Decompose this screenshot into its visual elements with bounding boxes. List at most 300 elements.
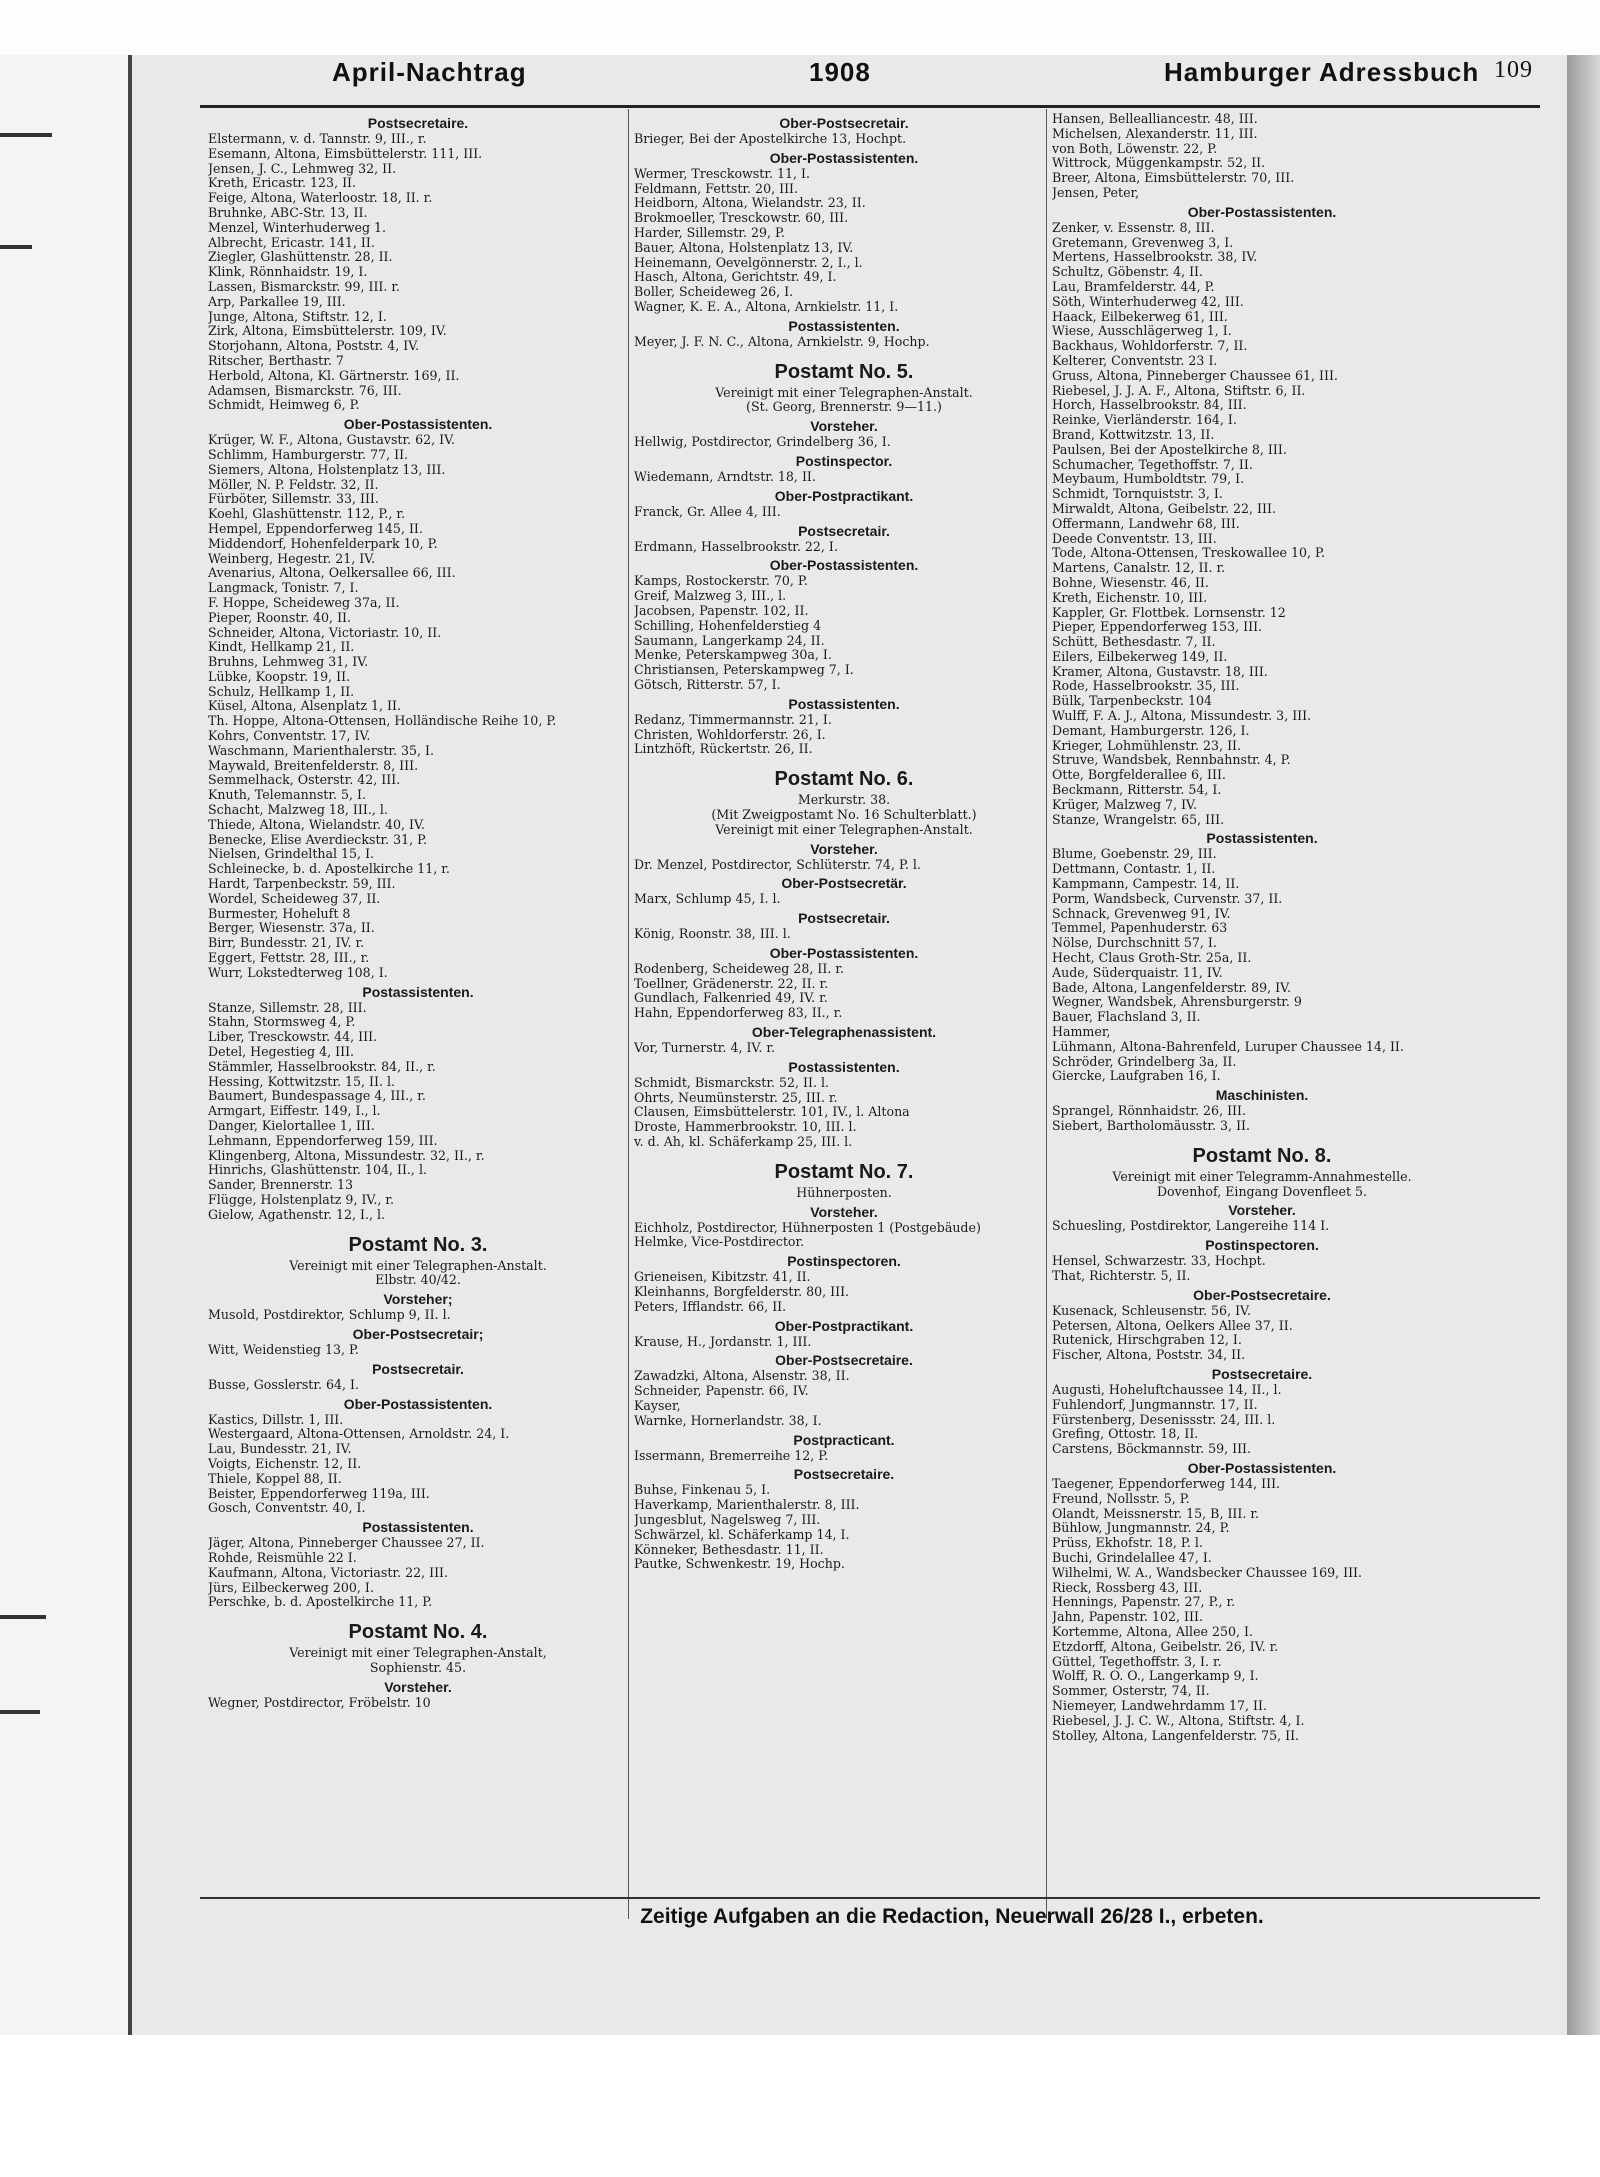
- entry-line: Jensen, Peter,: [1052, 185, 1140, 200]
- footer-rule: [200, 1897, 1540, 1899]
- entry-line: Pieper, Eppendorferweg 153, III.: [1052, 620, 1263, 635]
- entry-line: Marx, Schlump 45, I. l.: [634, 892, 781, 907]
- entry-line: Birr, Bundesstr. 21, IV. r.: [208, 936, 365, 951]
- postamt-heading: Postamt No. 3.: [348, 1233, 488, 1256]
- entry-line: Thiede, Altona, Wielandstr. 40, IV.: [208, 817, 425, 832]
- entry-line: Redanz, Timmermannstr. 21, I.: [634, 712, 832, 727]
- entry-line: Brokmoeller, Tresckowstr. 60, III.: [634, 211, 849, 226]
- entry-line: Grefing, Ottostr. 18, II.: [1052, 1427, 1199, 1442]
- section-heading: Vorsteher.: [810, 1203, 878, 1220]
- postamt-note: Hühnerposten.: [796, 1184, 892, 1200]
- entry-line: Thiele, Koppel 88, II.: [208, 1471, 342, 1486]
- section-heading: Ober-Postassistenten.: [769, 149, 919, 166]
- entry-line: Hennings, Papenstr. 27, P., r.: [1052, 1595, 1236, 1610]
- entry-line: Stolley, Altona, Langenfelderstr. 75, II.: [1052, 1728, 1300, 1743]
- entry-line: Schwärzel, kl. Schäferkamp 14, I.: [634, 1527, 850, 1542]
- entry-line: Giercke, Laufgraben 16, I.: [1052, 1069, 1221, 1084]
- entry-line: Hempel, Eppendorferweg 145, II.: [208, 521, 423, 536]
- entry-line: Ziegler, Glashüttenstr. 28, II.: [208, 250, 393, 265]
- entry-line: Eggert, Fettstr. 28, III., r.: [208, 951, 370, 966]
- entry-line: Rohde, Reismühle 22 I.: [208, 1550, 357, 1565]
- postamt-heading: Postamt No. 4.: [348, 1621, 488, 1644]
- entry-line: Siebert, Bartholomäusstr. 3, II.: [1052, 1119, 1251, 1133]
- entry-line: Danger, Kielortallee 1, III.: [208, 1119, 375, 1133]
- entry-line: Hensel, Schwarzestr. 33, Hochpt.: [1052, 1254, 1266, 1269]
- entry-line: Erdmann, Hasselbrookstr. 22, I.: [634, 539, 838, 554]
- entry-line: Fürstenberg, Desenissstr. 24, III. l.: [1052, 1412, 1276, 1427]
- postamt-note: (St. Georg, Brennerstr. 9—11.): [746, 399, 942, 415]
- entry-line: Herbold, Altona, Kl. Gärtnerstr. 169, II.: [208, 368, 460, 383]
- postamt-note: Vereinigt mit einer Telegramm-Annahmestelle.: [1112, 1168, 1412, 1184]
- entry-line: Schmidt, Tornquiststr. 3, I.: [1052, 487, 1223, 502]
- entry-line: Haverkamp, Marienthalerstr. 8, III.: [634, 1498, 860, 1513]
- entry-line: Rodenberg, Scheideweg 28, II. r.: [634, 961, 845, 976]
- entry-line: Pieper, Roonstr. 40, II.: [208, 610, 352, 625]
- section-heading: Ober-Postassistenten.: [343, 1395, 493, 1412]
- entry-line: Eichholz, Postdirector, Hühnerposten 1 (Postgebäude): [634, 1220, 981, 1235]
- postamt-note: Vereinigt mit einer Telegraphen-Anstalt.: [289, 1257, 547, 1273]
- entry-line: König, Roonstr. 38, III. l.: [634, 927, 791, 942]
- entry-line: Wittrock, Müggenkampstr. 52, II.: [1052, 156, 1266, 171]
- entry-line: Martens, Canalstr. 12, II. r.: [1052, 561, 1226, 576]
- section-heading: Vorsteher.: [810, 418, 878, 435]
- footer-notice: Zeitige Aufgaben an die Redaction, Neuerwall 26/28 I., erbeten.: [640, 1905, 1264, 1928]
- entry-line: Wolff, R. O. O., Langerkamp 9, I.: [1052, 1669, 1259, 1684]
- postamt-heading: Postamt No. 6.: [774, 768, 914, 791]
- left-page-margin: [0, 55, 128, 2035]
- entry-line: Hardt, Tarpenbeckstr. 59, III.: [208, 877, 396, 892]
- margin-mark: [0, 133, 52, 137]
- entry-line: von Both, Löwenstr. 22, P.: [1052, 141, 1218, 156]
- entry-line: Dettmann, Contastr. 1, II.: [1052, 862, 1216, 877]
- section-heading: Postpracticant.: [793, 1431, 895, 1448]
- section-heading: Ober-Postsecretaire.: [775, 1352, 913, 1369]
- entry-line: Menzel, Winterhuderweg 1.: [208, 220, 387, 235]
- column-1: [208, 112, 628, 1711]
- entry-line: Schneider, Papenstr. 66, IV.: [634, 1384, 809, 1399]
- entry-line: Schütt, Bethesdastr. 7, II.: [1052, 635, 1216, 650]
- entry-line: Adamsen, Bismarckstr. 76, III.: [208, 383, 402, 398]
- entry-line: Burmester, Hoheluft 8: [208, 906, 351, 921]
- entry-line: Eilers, Eilbekerweg 149, II.: [1052, 649, 1228, 664]
- entry-line: Meybaum, Humboldtstr. 79, I.: [1052, 472, 1245, 487]
- section-heading: Maschinisten.: [1215, 1087, 1309, 1104]
- entry-line: Langmack, Tonistr. 7, I.: [208, 581, 359, 596]
- entry-line: Wilhelmi, W. A., Wandsbecker Chaussee 169, III.: [1052, 1565, 1363, 1580]
- entry-line: Jürs, Eilbeckerweg 200, I.: [208, 1580, 374, 1595]
- entry-line: Harder, Sillemstr. 29, P.: [634, 225, 785, 240]
- entry-line: Küsel, Altona, Alsenplatz 1, II.: [208, 699, 402, 714]
- entry-line: Fuhlendorf, Jungmannstr. 17, II.: [1052, 1397, 1258, 1412]
- entry-line: Th. Hoppe, Altona-Ottensen, Holländische Reihe 10, P.: [208, 714, 557, 729]
- entry-line: Reinke, Vierländerstr. 164, I.: [1052, 413, 1237, 428]
- header-year: 1908: [809, 57, 871, 87]
- entry-line: Klink, Rönnhaidstr. 19, I.: [208, 265, 368, 280]
- entry-line: Peters, Ifflandstr. 66, II.: [634, 1299, 787, 1314]
- entry-line: F. Hoppe, Scheideweg 37a, II.: [208, 595, 400, 610]
- entry-line: Bauer, Altona, Holstenplatz 13, IV.: [634, 240, 854, 255]
- entry-line: Feldmann, Fettstr. 20, III.: [634, 181, 799, 196]
- entry-line: Otte, Borgfelderallee 6, III.: [1052, 768, 1226, 783]
- entry-line: Feige, Altona, Waterloostr. 18, II. r.: [208, 191, 433, 206]
- section-heading: Ober-Postsecretär.: [781, 875, 907, 892]
- entry-line: Hellwig, Postdirector, Grindelberg 36, I.: [634, 435, 891, 450]
- entry-line: Fürböter, Sillemstr. 33, III.: [208, 492, 379, 507]
- entry-line: Jäger, Altona, Pinneberger Chaussee 27, II.: [208, 1536, 485, 1551]
- postamt-note: (Mit Zweigpostamt No. 16 Schulterblatt.): [711, 806, 977, 822]
- entry-line: Stanze, Wrangelstr. 65, III.: [1052, 812, 1225, 827]
- entry-line: Voigts, Eichenstr. 12, II.: [208, 1456, 362, 1471]
- entry-line: Clausen, Eimsbüttelerstr. 101, IV., l. Altona: [634, 1105, 910, 1120]
- section-heading: Ober-Postassistenten.: [1187, 1459, 1337, 1476]
- entry-line: Zirk, Altona, Eimsbüttelerstr. 109, IV.: [208, 324, 447, 339]
- entry-line: Wulff, F. A. J., Altona, Missundestr. 3, III.: [1052, 709, 1312, 724]
- entry-line: Schacht, Malzweg 18, III., l.: [208, 803, 388, 818]
- entry-line: Albrecht, Ericastr. 141, II.: [208, 235, 375, 250]
- page-number: 109: [1494, 57, 1533, 83]
- entry-line: Olandt, Meissnerstr. 15, B, III. r.: [1052, 1506, 1260, 1521]
- entry-line: Berger, Wiesenstr. 37a, II.: [208, 921, 375, 936]
- entry-line: Möller, N. P. Feldstr. 32, II.: [208, 477, 379, 492]
- entry-line: Niemeyer, Landwehrdamm 17, II.: [1052, 1698, 1267, 1713]
- entry-line: Aude, Süderquaistr. 11, IV.: [1052, 965, 1223, 980]
- entry-line: Armgart, Eiffestr. 149, I., l.: [208, 1104, 381, 1119]
- entry-line: Breer, Altona, Eimsbüttelerstr. 70, III.: [1052, 171, 1295, 186]
- entry-line: Greif, Malzweg 3, III., l.: [634, 589, 787, 604]
- section-heading: Vorsteher.: [384, 1678, 452, 1695]
- entry-line: Perschke, b. d. Apostelkirche 11, P.: [208, 1595, 433, 1610]
- entry-line: Franck, Gr. Allee 4, III.: [634, 504, 781, 519]
- entry-line: Lassen, Bismarckstr. 99, III. r.: [208, 279, 401, 294]
- entry-line: Baumert, Bundespassage 4, III., r.: [208, 1089, 426, 1104]
- entry-line: Gosch, Conventstr. 40, I.: [208, 1501, 366, 1516]
- entry-line: Tode, Altona-Ottensen, Treskowallee 10, P.: [1052, 546, 1325, 561]
- postamt-heading: Postamt No. 5.: [774, 360, 914, 383]
- entry-line: Wurr, Lokstedterweg 108, I.: [208, 965, 388, 980]
- entry-line: Götsch, Ritterstr. 57, I.: [634, 677, 781, 692]
- section-heading: Postsecretair.: [372, 1360, 464, 1377]
- entry-line: Brieger, Bei der Apostelkirche 13, Hochpt.: [634, 132, 907, 146]
- entry-line: Mirwaldt, Altona, Geibelstr. 22, III.: [1052, 501, 1276, 516]
- entry-line: Schneider, Altona, Victoriastr. 10, II.: [208, 625, 442, 640]
- entry-line: Horch, Hasselbrookstr. 84, III.: [1052, 398, 1247, 413]
- section-heading: Ober-Postsecretair.: [779, 115, 909, 131]
- entry-line: Boller, Scheideweg 26, I.: [634, 285, 794, 300]
- entry-line: Siemers, Altona, Holstenplatz 13, III.: [208, 462, 446, 477]
- entry-line: Schröder, Grindelberg 3a, II.: [1052, 1054, 1237, 1069]
- header-left-title: April-Nachtrag: [332, 57, 527, 87]
- entry-line: Menke, Peterskampweg 30a, I.: [634, 648, 832, 663]
- entry-line: Söth, Winterhuderweg 42, III.: [1052, 294, 1244, 309]
- entry-line: Kreth, Ericastr. 123, II.: [208, 176, 357, 191]
- postamt-heading: Postamt No. 8.: [1192, 1144, 1332, 1167]
- entry-line: Westergaard, Altona-Ottensen, Arnoldstr. 24, I.: [208, 1427, 510, 1442]
- entry-line: Schmidt, Heimweg 6, P.: [208, 398, 360, 413]
- entry-line: Heidborn, Altona, Wielandstr. 23, II.: [634, 196, 866, 211]
- entry-line: Fischer, Altona, Poststr. 34, II.: [1052, 1348, 1246, 1363]
- entry-line: Schulz, Hellkamp 1, II.: [208, 684, 355, 699]
- entry-line: Stahn, Stormsweg 4, P.: [208, 1015, 356, 1030]
- section-heading: Postassistenten.: [788, 317, 900, 334]
- entry-line: Hasch, Altona, Gerichtstr. 49, I.: [634, 270, 837, 285]
- entry-line: Beister, Eppendorferweg 119a, III.: [208, 1486, 430, 1501]
- entry-line: Taegener, Eppendorferweg 144, III.: [1052, 1476, 1281, 1491]
- entry-line: Rode, Hasselbrookstr. 35, III.: [1052, 679, 1240, 694]
- entry-line: Kaufmann, Altona, Victoriastr. 22, III.: [208, 1565, 449, 1580]
- scan-top-margin: [0, 0, 1600, 55]
- section-heading: Postsecretair.: [798, 910, 890, 927]
- entry-line: Petersen, Altona, Oelkers Allee 37, II.: [1052, 1318, 1293, 1333]
- entry-line: Toellner, Grädenerstr. 22, II. r.: [634, 976, 829, 991]
- entry-line: Könneker, Bethesdastr. 11, II.: [634, 1542, 824, 1557]
- section-heading: Vorsteher.: [1228, 1202, 1296, 1219]
- entry-line: Grieneisen, Kibitzstr. 41, II.: [634, 1270, 811, 1285]
- entry-line: Pautke, Schwenkestr. 19, Hochp.: [634, 1557, 845, 1572]
- entry-line: Blume, Goebenstr. 29, III.: [1052, 847, 1217, 862]
- entry-line: Hammer,: [1052, 1025, 1111, 1040]
- section-heading: Postsecretaire.: [1211, 1365, 1313, 1382]
- entry-line: Kayser,: [634, 1399, 681, 1414]
- entry-line: Vor, Turnerstr. 4, IV. r.: [634, 1041, 775, 1056]
- entry-line: Hansen, Bellealliancestr. 48, III.: [1052, 112, 1258, 126]
- document-page: [132, 55, 1567, 2035]
- entry-line: Witt, Weidenstieg 13, P.: [208, 1342, 359, 1357]
- entry-line: Freund, Nollsstr. 5, P.: [1052, 1491, 1190, 1506]
- section-heading: Postassistenten.: [1206, 830, 1318, 847]
- entry-line: Schumacher, Tegethoffstr. 7, II.: [1052, 457, 1253, 472]
- entry-line: Junge, Altona, Stiftstr. 12, I.: [208, 309, 387, 324]
- section-heading: Postsecretaire.: [367, 115, 469, 131]
- entry-line: Augusti, Hoheluftchaussee 14, II., l.: [1052, 1382, 1282, 1397]
- margin-mark: [0, 1615, 46, 1619]
- entry-line: Riebesel, J. J. C. W., Altona, Stiftstr. 4, I.: [1052, 1713, 1305, 1728]
- entry-line: Musold, Postdirektor, Schlump 9, II. l.: [208, 1308, 451, 1323]
- postamt-note: Merkurstr. 38.: [797, 792, 891, 808]
- section-heading: Ober-Postsecretaire.: [1193, 1286, 1331, 1303]
- entry-line: Deede Conventstr. 13, III.: [1052, 531, 1217, 546]
- entry-line: Heinemann, Oevelgönnerstr. 2, I., l.: [634, 255, 863, 270]
- section-heading: Ober-Telegraphenassistent.: [751, 1024, 937, 1041]
- entry-line: Kastics, Dillstr. 1, III.: [208, 1412, 344, 1427]
- section-heading: Postinspectoren.: [1205, 1237, 1319, 1254]
- entry-line: Issermann, Bremerreihe 12, P.: [634, 1448, 829, 1463]
- entry-line: Schnack, Grevenweg 91, IV.: [1052, 906, 1231, 921]
- entry-line: Hessing, Kottwitzstr. 15, II. l.: [208, 1074, 396, 1089]
- entry-line: Haack, Eilbekerweg 61, III.: [1052, 309, 1228, 324]
- entry-line: Schilling, Hohenfelderstieg 4: [634, 618, 822, 633]
- entry-line: Detel, Hegestieg 4, III.: [208, 1045, 355, 1060]
- entry-line: Kleinhanns, Borgfelderstr. 80, III.: [634, 1285, 850, 1300]
- entry-line: Carstens, Böckmannstr. 59, III.: [1052, 1442, 1252, 1457]
- entry-line: Knuth, Telemannstr. 5, I.: [208, 788, 366, 803]
- entry-line: Kortemme, Altona, Allee 250, I.: [1052, 1624, 1254, 1639]
- entry-line: Bruhnke, ABC-Str. 13, II.: [208, 205, 368, 220]
- entry-line: Demant, Hamburgerstr. 126, I.: [1052, 723, 1250, 738]
- entry-line: Wiedemann, Arndtstr. 18, II.: [634, 469, 816, 484]
- margin-mark: [0, 1710, 40, 1714]
- entry-line: Jacobsen, Papenstr. 102, II.: [634, 603, 809, 618]
- entry-line: Rutenick, Hirschgraben 12, I.: [1052, 1333, 1242, 1348]
- entry-line: Lintzhöft, Rückertstr. 26, II.: [634, 742, 813, 757]
- entry-line: Krieger, Lohmühlenstr. 23, II.: [1052, 738, 1242, 753]
- entry-line: Lehmann, Eppendorferweg 159, III.: [208, 1133, 438, 1148]
- entry-line: Saumann, Langerkamp 24, II.: [634, 633, 825, 648]
- entry-line: Schultz, Göbenstr. 4, II.: [1052, 265, 1204, 280]
- entry-line: Kappler, Gr. Flottbek. Lornsenstr. 12: [1052, 605, 1286, 620]
- entry-line: Jungesblut, Nagelsweg 7, III.: [634, 1513, 821, 1528]
- entry-line: Lühmann, Altona-Bahrenfeld, Luruper Chaussee 14, II.: [1052, 1039, 1404, 1054]
- entry-line: Middendorf, Hohenfelderpark 10, P.: [208, 536, 438, 551]
- entry-line: Mertens, Hasselbrookstr. 38, IV.: [1052, 250, 1258, 265]
- entry-line: Christiansen, Peterskampweg 7, I.: [634, 663, 854, 678]
- section-heading: Postinspectoren.: [787, 1253, 901, 1270]
- entry-line: Schlimm, Hamburgerstr. 77, II.: [208, 447, 409, 462]
- entry-line: Hinrichs, Glashüttenstr. 104, II., l.: [208, 1163, 427, 1178]
- entry-line: Wermer, Tresckowstr. 11, I.: [634, 166, 810, 181]
- postamt-note: Elbstr. 40/42.: [375, 1272, 461, 1288]
- entry-line: Sommer, Osterstr, 74, II.: [1052, 1684, 1210, 1699]
- section-heading: Postsecretaire.: [793, 1466, 895, 1483]
- entry-line: Bade, Altona, Langenfelderstr. 89, IV.: [1052, 980, 1292, 995]
- postamt-note: Vereinigt mit einer Telegraphen-Anstalt.: [715, 384, 973, 400]
- page-header: [204, 55, 1544, 103]
- entry-line: Christen, Wohldorferstr. 26, I.: [634, 727, 826, 742]
- postamt-note: Vereinigt mit einer Telegraphen-Anstalt,: [289, 1645, 547, 1661]
- entry-line: Arp, Parkallee 19, III.: [208, 294, 346, 309]
- section-heading: Ober-Postpractikant.: [774, 487, 914, 504]
- entry-line: Michelsen, Alexanderstr. 11, III.: [1052, 126, 1258, 141]
- entry-line: Sprangel, Rönnhaidstr. 26, III.: [1052, 1104, 1246, 1119]
- entry-line: Struve, Wandsbek, Rennbahnstr. 4, P.: [1052, 753, 1291, 768]
- entry-line: Ohrts, Neumünsterstr. 25, III. r.: [634, 1090, 838, 1105]
- entry-line: Backhaus, Wohldorferstr. 7, II.: [1052, 339, 1248, 354]
- entry-line: Kamps, Rostockerstr. 70, P.: [634, 574, 808, 589]
- entry-line: Helmke, Vice-Postdirector.: [634, 1235, 805, 1250]
- entry-line: Buchi, Grindelallee 47, I.: [1052, 1550, 1212, 1565]
- entry-line: Riebesel, J. J. A. F., Altona, Stiftstr. 6, II.: [1052, 383, 1306, 398]
- entry-line: Etzdorff, Altona, Geibelstr. 26, IV. r.: [1052, 1639, 1279, 1654]
- entry-line: Stämmler, Hasselbrookstr. 84, II., r.: [208, 1059, 436, 1074]
- entry-line: Esemann, Altona, Eimsbüttelerstr. 111, III.: [208, 146, 483, 161]
- entry-line: Hecht, Claus Groth-Str. 25a, II.: [1052, 951, 1252, 966]
- entry-line: Krüger, W. F., Altona, Gustavstr. 62, IV.: [208, 433, 456, 448]
- entry-line: Wegner, Postdirector, Fröbelstr. 10: [208, 1695, 431, 1710]
- section-heading: Postassistenten.: [362, 1519, 474, 1536]
- page-edge-shadow: [1567, 55, 1600, 2035]
- entry-line: Hahn, Eppendorferweg 83, II., r.: [634, 1006, 843, 1021]
- entry-line: Storjohann, Altona, Poststr. 4, IV.: [208, 339, 420, 354]
- section-heading: Postassistenten.: [362, 983, 474, 1000]
- entry-line: Bauer, Flachsland 3, II.: [1052, 1010, 1201, 1025]
- entry-line: Wordel, Scheideweg 37, II.: [208, 891, 381, 906]
- entry-line: Kampmann, Campestr. 14, II.: [1052, 877, 1240, 892]
- postamt-note: Dovenhof, Eingang Dovenfleet 5.: [1156, 1183, 1368, 1199]
- entry-line: v. d. Ah, kl. Schäferkamp 25, III. l.: [634, 1135, 853, 1150]
- entry-line: Krause, H., Jordanstr. 1, III.: [634, 1334, 812, 1349]
- entry-line: Droste, Hammerbrookstr. 10, III. l.: [634, 1120, 857, 1135]
- entry-line: Brand, Kottwitzstr. 13, II.: [1052, 427, 1215, 442]
- entry-line: Gretemann, Grevenweg 3, I.: [1052, 235, 1234, 250]
- entry-line: Paulsen, Bei der Apostelkirche 8, III.: [1052, 442, 1287, 457]
- header-rule: [200, 105, 1540, 108]
- entry-line: Rieck, Rossberg 43, III.: [1052, 1580, 1203, 1595]
- section-heading: Ober-Postassistenten.: [769, 944, 919, 961]
- entry-line: Kreth, Eichenstr. 10, III.: [1052, 590, 1208, 605]
- entry-line: Bühlow, Jungmannstr. 24, P.: [1052, 1521, 1230, 1536]
- entry-line: Beckmann, Ritterstr. 54, I.: [1052, 783, 1222, 798]
- section-heading: Ober-Postsecretair;: [352, 1325, 484, 1342]
- entry-line: Kohrs, Conventstr. 17, IV.: [208, 729, 371, 744]
- entry-line: Semmelhack, Osterstr. 42, III.: [208, 773, 401, 788]
- entry-line: Zenker, v. Essenstr. 8, III.: [1052, 220, 1215, 235]
- entry-line: Lübke, Koopstr. 19, II.: [208, 669, 351, 684]
- section-heading: Ober-Postassistenten.: [1187, 203, 1337, 220]
- entry-line: Sander, Brennerstr. 13: [208, 1178, 354, 1193]
- entry-line: Krüger, Malzweg 7, IV.: [1052, 797, 1197, 812]
- entry-line: Kusenack, Schleusenstr. 56, IV.: [1052, 1303, 1251, 1318]
- entry-line: Offermann, Landwehr 68, III.: [1052, 516, 1240, 531]
- entry-line: Kelterer, Conventstr. 23 I.: [1052, 353, 1218, 368]
- margin-mark: [0, 245, 32, 249]
- entry-line: Schmidt, Bismarckstr. 52, II. l.: [634, 1075, 829, 1090]
- section-heading: Vorsteher.: [810, 840, 878, 857]
- entry-line: Liber, Tresckowstr. 44, III.: [208, 1030, 378, 1045]
- entry-line: Weinberg, Hegestr. 21, IV.: [208, 551, 376, 566]
- entry-line: Maywald, Breitenfelderstr. 8, III.: [208, 758, 419, 773]
- entry-line: That, Richterstr. 5, II.: [1052, 1268, 1191, 1283]
- entry-line: Kindt, Hellkamp 21, II.: [208, 640, 355, 655]
- entry-line: Jahn, Papenstr. 102, III.: [1052, 1610, 1203, 1625]
- entry-line: Lau, Bramfelderstr. 44, P.: [1052, 279, 1215, 294]
- entry-line: Waschmann, Marienthalerstr. 35, I.: [208, 743, 435, 758]
- entry-line: Wegner, Wandsbek, Ahrensburgerstr. 9: [1052, 995, 1302, 1010]
- entry-line: Klingenberg, Altona, Missundestr. 32, II., r.: [208, 1148, 485, 1163]
- entry-line: Dr. Menzel, Postdirector, Schlüterstr. 74, P. l.: [634, 857, 921, 872]
- entry-line: Benecke, Elise Averdieckstr. 31, P.: [208, 832, 428, 847]
- entry-line: Wagner, K. E. A., Altona, Arnkielstr. 11, I.: [634, 299, 899, 314]
- section-heading: Postsecretair.: [798, 522, 890, 539]
- entry-line: Koehl, Glashüttenstr. 112, P., r.: [208, 507, 405, 522]
- postamt-heading: Postamt No. 7.: [774, 1160, 914, 1183]
- entry-line: Stanze, Sillemstr. 28, III.: [208, 1000, 367, 1015]
- entry-line: Wiese, Ausschlägerweg 1, I.: [1052, 324, 1232, 339]
- section-heading: Postassistenten.: [788, 695, 900, 712]
- entry-line: Nielsen, Grindelthal 15, I.: [208, 847, 375, 862]
- entry-line: Porm, Wandsbeck, Curvenstr. 37, II.: [1052, 891, 1283, 906]
- entry-line: Warnke, Hornerlandstr. 38, I.: [634, 1413, 822, 1428]
- entry-line: Buhse, Finkenau 5, I.: [634, 1483, 771, 1498]
- header-right-title: Hamburger Adressbuch: [1164, 57, 1480, 87]
- entry-line: Bohne, Wiesenstr. 46, II.: [1052, 575, 1209, 590]
- section-heading: Vorsteher;: [383, 1291, 453, 1308]
- entry-line: Temmel, Papenhuderstr. 63: [1052, 921, 1228, 936]
- entry-line: Jensen, J. C., Lehmweg 32, II.: [208, 161, 397, 176]
- entry-line: Gruss, Altona, Pinneberger Chaussee 61, III.: [1052, 368, 1338, 383]
- entry-line: Prüss, Ekhofstr. 18, P. l.: [1052, 1536, 1203, 1551]
- entry-line: Nölse, Durchschnitt 57, I.: [1052, 936, 1217, 951]
- entry-line: Ritscher, Berthastr. 7: [208, 353, 344, 368]
- postamt-note: Sophienstr. 45.: [369, 1659, 467, 1675]
- column-3: [1052, 112, 1472, 1743]
- postamt-note: Vereinigt mit einer Telegraphen-Anstalt.: [715, 821, 973, 837]
- section-heading: Ober-Postpractikant.: [774, 1317, 914, 1334]
- entry-line: Güttel, Tegethoffstr. 3, I. r.: [1052, 1654, 1222, 1669]
- entry-line: Bruhns, Lehmweg 31, IV.: [208, 655, 369, 670]
- column-2: [634, 112, 1054, 1572]
- entry-line: Flügge, Holstenplatz 9, IV., r.: [208, 1192, 394, 1207]
- section-heading: Ober-Postassistenten.: [769, 557, 919, 574]
- entry-line: Bülk, Tarpenbeckstr. 104: [1052, 694, 1213, 709]
